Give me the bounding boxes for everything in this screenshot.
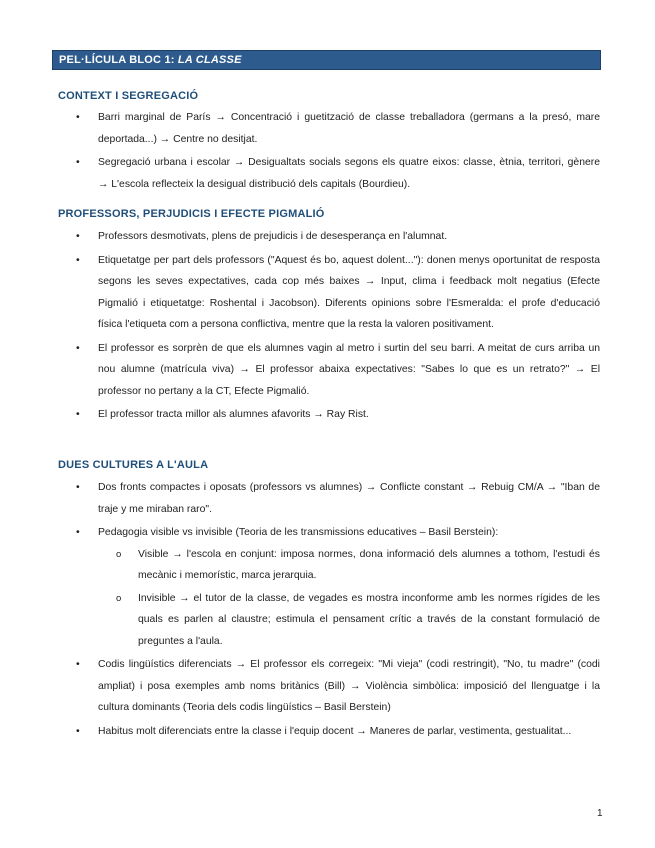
- sub-list-item: o Invisible → el tutor de la classe, de vegades es mostra inconforme amb les normes rígides de les quals es parlen al claustre; estimula el pensament crític a través de la constant formulació de preguntes a l'aula.: [98, 588, 600, 653]
- list-item: • El professor tracta millor als alumnes afavorits → Ray Rist.: [58, 404, 600, 426]
- section-list-professors: [58, 226, 600, 428]
- section-list-context: [58, 107, 600, 197]
- list-item: • Segregació urbana i escolar → Desigualtats socials segons els quatre eixos: classe, ètnia, territori, gènere → L'escola reflecteix la desigual distribució dels capitals (Bourdieu).: [58, 152, 600, 195]
- list-item: • Etiquetatge per part dels professors ("Aquest és bo, aquest dolent..."): donen menys oportunitat de resposta segons les seves expectatives, cada cop més baixes → Input, clima i feedback molt negatius (Efecte Pigmalió i etiquetatge: Roshental i Jacobson). Diferents opinions sobre l'Esmeralda: el profe d'educació física l'etiqueta com a persona conflictiva, mentre que la resta la valoren positivament.: [58, 250, 600, 336]
- document-title: [52, 50, 601, 70]
- list-item: • Codis lingüístics diferenciats → El professor els corregeix: "Mi vieja" (codi restringit), "No, tu madre" (codi ampliat) i posa exemples amb noms britànics (Bill) → Violència simbòlica: imposició del llenguatge i la cultura dominants (Teoria dels codis lingüístics – Basil Berstein): [58, 654, 600, 719]
- list-item: • El professor es sorprèn de que els alumnes vagin al metro i surtin del seu barri. A meitat de curs arriba un nou alumne (matrícula viva) → El professor abaixa expectatives: "Sabes lo que es un retrato?" → El professor no pertany a la CT, Efecte Pigmalió.: [58, 338, 600, 403]
- list-item: • Habitus molt diferenciats entre la classe i l'equip docent → Maneres de parlar, vestimenta, gestualitat...: [58, 721, 600, 743]
- sub-list-item: o Visible → l'escola en conjunt: imposa normes, dona informació dels alumnes a tothom, l'estudi és mecànic i memorístic, marca jerarquia.: [98, 544, 600, 587]
- title-italic: LA CLASSE: [177, 54, 242, 66]
- section-heading-professors: PROFESSORS, PERJUDICIS I EFECTE PIGMALIÓ: [58, 208, 325, 220]
- section-heading-cultures: DUES CULTURES A L'AULA: [58, 459, 209, 471]
- section-heading-context: CONTEXT I SEGREGACIÓ: [58, 90, 199, 102]
- page-number: 1: [597, 808, 603, 819]
- list-item: • Barri marginal de París → Concentració i guetització de classe treballadora (germans a la presó, mare deportada...) → Centre no desitjat.: [58, 107, 600, 150]
- title-prefix: PEL·LÍCULA BLOC 1:: [59, 54, 178, 66]
- section-list-cultures: [58, 477, 600, 744]
- sub-list: [98, 544, 600, 653]
- list-item-text: Pedagogia visible vs invisible (Teoria de les transmissions educatives – Basil Berstein):: [98, 527, 499, 538]
- list-item: [58, 522, 600, 652]
- list-item: • Dos fronts compactes i oposats (professors vs alumnes) → Conflicte constant → Rebuig CM/A → "Iban de traje y me miraban raro".: [58, 477, 600, 520]
- list-item: • Professors desmotivats, plens de prejudicis i de desesperança en l'alumnat.: [58, 226, 600, 248]
